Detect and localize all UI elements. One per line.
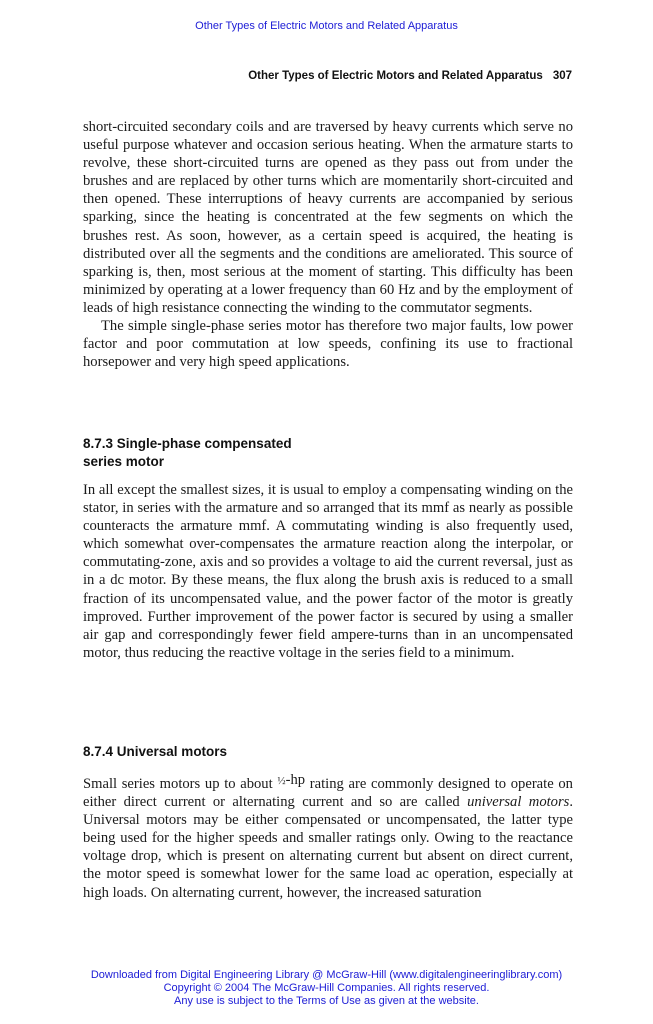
footer-terms-link[interactable]: Any use is subject to the Terms of Use as given at the website. bbox=[174, 995, 479, 1007]
footer-download-link[interactable]: Downloaded from Digital Engineering Library @ McGraw-Hill (www.digitalengineeringlibrary.com) bbox=[90, 969, 563, 981]
paragraph-universal-motors bbox=[83, 771, 573, 902]
universal-body-middle: rating are commonly designed to operate on either direct current or alternating current and so are called bbox=[83, 776, 573, 811]
running-head bbox=[248, 70, 572, 82]
page-number: 307 bbox=[552, 70, 572, 82]
top-link[interactable]: Other Types of Electric Motors and Related Apparatus bbox=[195, 20, 458, 32]
running-head-title: Other Types of Electric Motors and Related Apparatus bbox=[248, 70, 543, 82]
section-heading-8-7-3-line2: series motor bbox=[83, 454, 165, 469]
paragraph-major-faults: The simple single-phase series motor has therefore two major faults, low power factor and poor commutation at low speeds, confining its use to fractional horsepower and very high speed applications. bbox=[83, 318, 573, 371]
paragraph-commutation: short-circuited secondary coils and are traversed by heavy currents which serve no useful purpose whatever and occasion serious heating. When the armature starts to revolve, these short-circuited turns are opened as they pass out from under the brushes and are replaced by other turns which are momentarily short-circuited and then opened. These interruptions of heavy currents are accompanied by serious sparking, since the heating is concentrated at the few segments on which the brushes rest. As soon, however, as a certain speed is acquired, the heating is distributed over all the segments and the conditions are ameliorated. This source of sparking is, then, most serious at the moment of starting. This difficulty has been minimized by operating at a lower frequency than 60 Hz and by the employment of leads of high resistance connecting the winding to the commutator segments. bbox=[83, 119, 573, 316]
section-heading-8-7-3 bbox=[83, 435, 383, 471]
opening-text-block bbox=[83, 118, 573, 371]
universal-body-end: . Universal motors may be either compensated or uncompensated, the latter type being used for the higher speeds and smaller ratings only. Owing to the reactance voltage drop, which is present on alternating current but absent on direct current, the motor speed is somewhat lower for the same load ac operation, especially at high loads. On alternating current, however, the increased saturation bbox=[83, 794, 573, 901]
section-heading-8-7-4: 8.7.4 Universal motors bbox=[83, 744, 228, 759]
paragraph-compensated-motor: In all except the smallest sizes, it is usual to employ a compensating winding on the stator, in series with the armature and so arranged that its mmf as nearly as possible counteracts the armature mmf. A commutating winding is also frequently used, which somewhat over-compensates the armature reaction along the interpolar, or commutating-zone, axis and so provides a voltage to aid the current reversal, just as in a dc motor. By these means, the flux along the brush axis is reduced to a small fraction of its uncompensated value, and the power factor of the motor is greatly improved. Further improvement of the power factor is secured by using a smaller air gap and correspondingly fewer field ampere-turns than in an uncompensated motor, thus reducing the reactive voltage in the series field to a minimum. bbox=[83, 482, 573, 661]
fraction-unit: -hp bbox=[285, 772, 306, 788]
section-8-7-3-body bbox=[83, 481, 573, 662]
footer-notice bbox=[0, 969, 653, 1008]
section-8-7-4-body bbox=[83, 771, 573, 902]
footer-copyright: Copyright © 2004 The McGraw-Hill Companies. All rights reserved. bbox=[163, 982, 490, 994]
universal-body-start: Small series motors up to about bbox=[83, 776, 278, 792]
section-heading-8-7-3-line1: 8.7.3 Single-phase compensated bbox=[83, 436, 292, 451]
universal-motors-term: universal motors bbox=[467, 794, 570, 811]
fraction-half: ½ bbox=[277, 775, 286, 787]
